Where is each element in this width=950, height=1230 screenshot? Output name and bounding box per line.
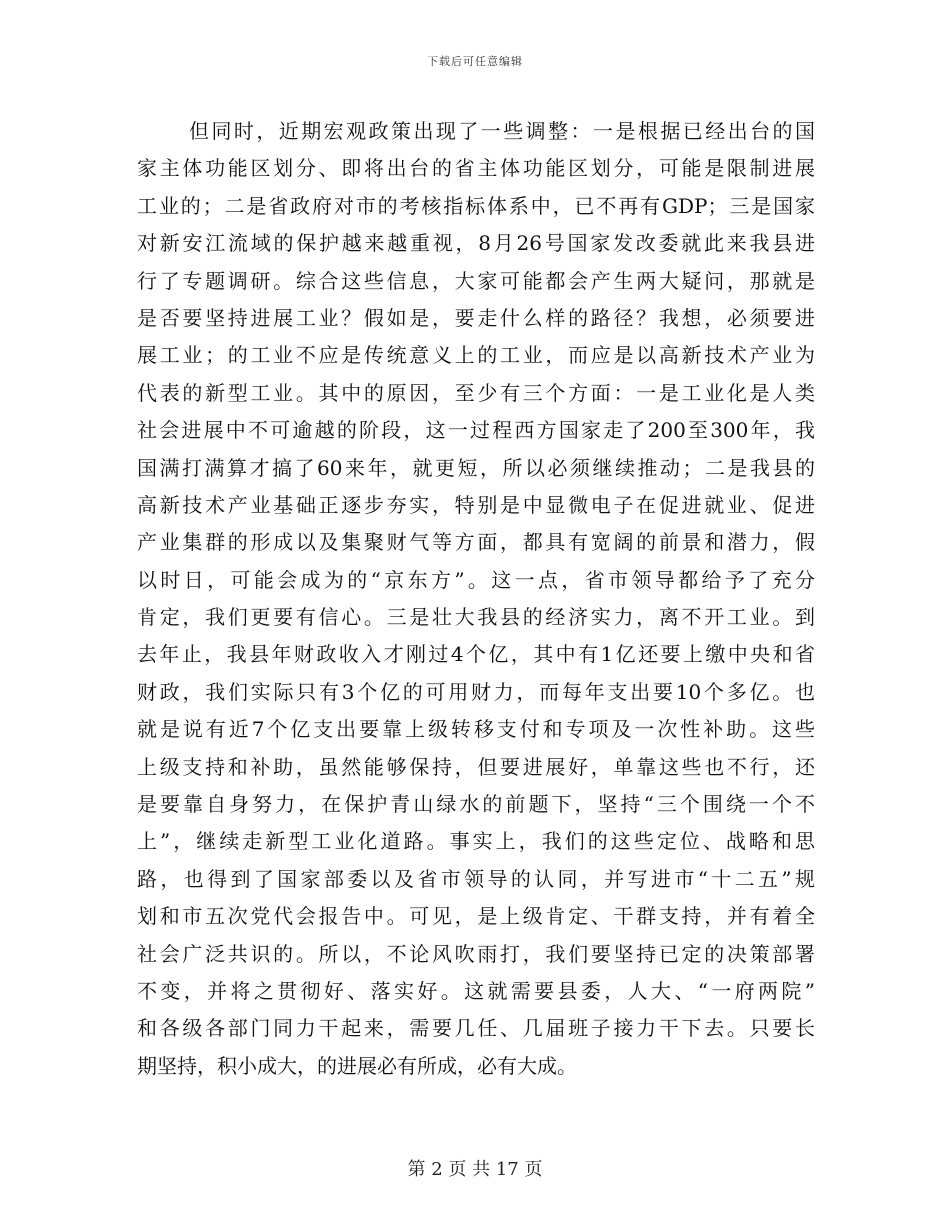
- text-line: 上”，继续走新型工业化道路。事实上，我们的这些定位、战略和思: [137, 829, 815, 854]
- text-line: 产业集群的形成以及集聚财气等方面，都具有宽阔的前景和潜力，假: [137, 530, 815, 555]
- page-number: 第 2 页 共 17 页: [407, 1159, 543, 1180]
- text-line: 路，也得到了国家部委以及省市领导的认同，并写进市“十二五”规: [137, 866, 815, 891]
- text-line: 财政，我们实际只有3个亿的可用财力，而每年支出要10个多亿。也: [137, 679, 815, 704]
- body-paragraph: [137, 113, 815, 1085]
- text-line: 是要靠自身努力，在保护青山绿水的前题下，坚持“三个围绕一个不: [137, 792, 815, 817]
- text-line: 工业的；二是省政府对市的考核指标体系中，已不再有GDP；三是国家: [137, 193, 815, 218]
- text-line: 和各级各部门同力干起来，需要几任、几届班子接力干下去。只要长: [137, 1016, 815, 1041]
- text-line: 上级支持和补助，虽然能够保持，但要进展好，单靠这些也不行，还: [137, 754, 815, 779]
- text-line: 但同时，近期宏观政策出现了一些调整：一是根据已经出台的国: [189, 119, 815, 143]
- text-line: 以时日，可能会成为的“京东方”。这一点，省市领导都给予了充分: [137, 567, 815, 592]
- text-line: 代表的新型工业。其中的原因，至少有三个方面：一是工业化是人类: [137, 380, 815, 405]
- text-line: 社会广泛共识的。所以，不论风吹雨打，我们要坚持已定的决策部署: [137, 941, 815, 966]
- text-line: 肯定，我们更要有信心。三是壮大我县的经济实力，离不开工业。到: [137, 605, 815, 630]
- text-line: 家主体功能区划分、即将出台的省主体功能区划分，可能是限制进展: [137, 156, 815, 181]
- text-line: 对新安江流域的保护越来越重视，8月26号国家发改委就此来我县进: [137, 231, 815, 256]
- text-line: 高新技术产业基础正逐步夯实，特别是中显微电子在促进就业、促进: [137, 492, 815, 517]
- text-line: 国满打满算才搞了60来年，就更短，所以必须继续推动；二是我县的: [137, 455, 815, 480]
- text-line: 就是说有近7个亿支出要靠上级转移支付和专项及一次性补助。这些: [137, 717, 815, 742]
- text-line: 划和市五次党代会报告中。可见，是上级肯定、干群支持，并有着全: [137, 904, 815, 929]
- text-line: 展工业；的工业不应是传统意义上的工业，而应是以高新技术产业为: [137, 343, 815, 368]
- text-line: 行了专题调研。综合这些信息，大家可能都会产生两大疑问，那就是: [137, 268, 815, 293]
- text-line: 社会进展中不可逾越的阶段，这一过程西方国家走了200至300年，我: [137, 418, 815, 443]
- page-header: 下载后可任意编辑: [427, 55, 523, 68]
- text-line: 期坚持，积小成大，的进展必有所成，必有大成。: [137, 1053, 577, 1078]
- text-line: 去年止，我县年财政收入才刚过4个亿，其中有1亿还要上缴中央和省: [137, 642, 815, 667]
- text-line: 不变，并将之贯彻好、落实好。这就需要县委，人大、“一府两院”: [137, 978, 815, 1003]
- text-line: 是否要坚持进展工业？假如是，要走什么样的路径？我想，必须要进: [137, 305, 815, 330]
